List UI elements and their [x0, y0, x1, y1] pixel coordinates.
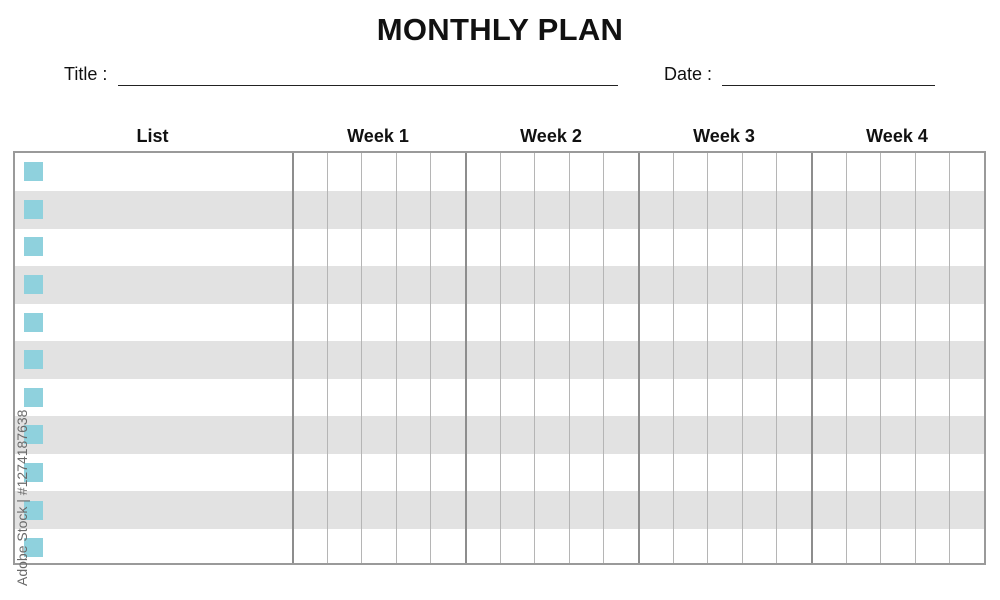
stock-watermark: Adobe Stock | #1274187638: [14, 409, 30, 586]
row-checkbox[interactable]: [24, 237, 43, 256]
day-divider: [327, 153, 328, 563]
date-input-line[interactable]: [722, 85, 935, 86]
day-divider: [742, 153, 743, 563]
page-title: MONTHLY PLAN: [376, 12, 624, 47]
day-divider: [880, 153, 881, 563]
week-4-header: Week 4: [866, 126, 928, 146]
day-divider: [534, 153, 535, 563]
day-divider: [396, 153, 397, 563]
week-3-header: Week 3: [693, 126, 755, 146]
row-checkbox[interactable]: [24, 350, 43, 369]
row-checkbox[interactable]: [24, 162, 43, 181]
week-1-header: Week 1: [347, 126, 409, 146]
week-2-header: Week 2: [520, 126, 582, 146]
week-divider: [465, 153, 467, 563]
day-divider: [361, 153, 362, 563]
day-divider: [569, 153, 570, 563]
day-divider: [500, 153, 501, 563]
row-checkbox[interactable]: [24, 275, 43, 294]
day-divider: [603, 153, 604, 563]
week-divider: [638, 153, 640, 563]
day-divider: [430, 153, 431, 563]
day-divider: [915, 153, 916, 563]
title-input-line[interactable]: [118, 85, 618, 86]
week-divider: [292, 153, 294, 563]
week-divider: [811, 153, 813, 563]
title-label: Title :: [64, 64, 108, 84]
day-divider: [846, 153, 847, 563]
row-checkbox[interactable]: [24, 388, 43, 407]
list-column-header: List: [136, 126, 169, 146]
row-checkbox[interactable]: [24, 313, 43, 332]
day-divider: [673, 153, 674, 563]
day-divider: [707, 153, 708, 563]
day-divider: [949, 153, 950, 563]
date-label: Date :: [664, 64, 713, 84]
day-divider: [776, 153, 777, 563]
plan-grid: [13, 151, 986, 565]
row-checkbox[interactable]: [24, 200, 43, 219]
